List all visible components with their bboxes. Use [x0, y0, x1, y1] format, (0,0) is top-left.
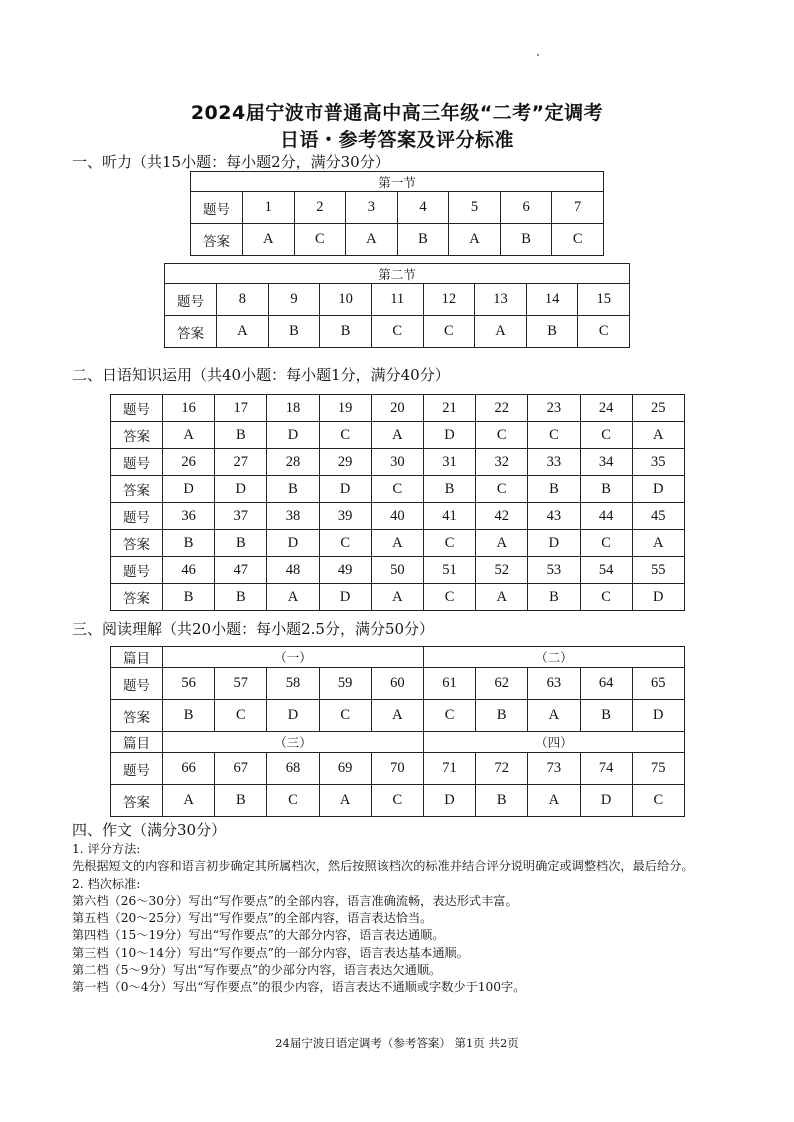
answer-cell: C: [267, 785, 319, 817]
answer-label: 答案: [191, 224, 243, 256]
answer-cell: B: [580, 476, 632, 503]
answer-cell: B: [528, 584, 580, 611]
passage-title: （一）: [163, 647, 424, 668]
question-number: 58: [267, 668, 319, 700]
answer-cell: C: [371, 476, 423, 503]
question-number: 42: [476, 503, 528, 530]
question-number: 34: [580, 449, 632, 476]
question-label: 题号: [111, 449, 163, 476]
question-number: 68: [267, 753, 319, 785]
answer-cell: B: [163, 584, 215, 611]
question-number: 33: [528, 449, 580, 476]
question-number: 49: [319, 557, 371, 584]
question-number: 16: [163, 395, 215, 422]
answer-label: 答案: [111, 422, 163, 449]
question-number: 5: [449, 192, 501, 224]
document-title: 2024届宁波市普通高中高三年级“二考”定调考: [190, 102, 604, 124]
question-number: 56: [163, 668, 215, 700]
question-number: 9: [268, 284, 320, 316]
question-number: 37: [215, 503, 267, 530]
grade-5: 第五档（20～25分）写出“写作要点”的全部内容，语言表达恰当。: [72, 911, 433, 926]
answer-cell: C: [552, 224, 604, 256]
answer-label: 答案: [111, 785, 163, 817]
question-row: [191, 192, 604, 224]
answer-cell: A: [319, 785, 371, 817]
passage-row: [111, 732, 685, 753]
question-number: 55: [632, 557, 684, 584]
question-label: 题号: [111, 668, 163, 700]
method-text: 先根据短文的内容和语言初步确定其所属档次，然后按照该档次的标准并结合评分说明确定或调整档次，最后给分。: [72, 859, 694, 874]
answer-cell: A: [632, 530, 684, 557]
question-row: [111, 395, 685, 422]
answer-label: 答案: [165, 316, 217, 348]
answer-cell: A: [528, 700, 580, 732]
answer-row: [111, 530, 685, 557]
answer-cell: C: [528, 422, 580, 449]
question-number: 7: [552, 192, 604, 224]
answer-cell: B: [500, 224, 552, 256]
answer-cell: B: [267, 476, 319, 503]
answer-row: [111, 422, 685, 449]
answer-cell: A: [475, 316, 527, 348]
question-number: 3: [346, 192, 398, 224]
answer-cell: C: [371, 316, 423, 348]
listening-part1-table: [190, 171, 604, 256]
question-number: 11: [371, 284, 423, 316]
question-number: 12: [423, 284, 475, 316]
question-number: 45: [632, 503, 684, 530]
passage-title: （三）: [163, 732, 424, 753]
question-number: 74: [580, 753, 632, 785]
grade-2: 第二档（5～9分）写出“写作要点”的少部分内容，语言表达欠通顺。: [72, 963, 442, 978]
question-number: 66: [163, 753, 215, 785]
question-number: 59: [319, 668, 371, 700]
question-number: 18: [267, 395, 319, 422]
answer-cell: D: [423, 785, 475, 817]
answer-cell: B: [215, 584, 267, 611]
answer-cell: C: [294, 224, 346, 256]
question-number: 8: [217, 284, 269, 316]
answer-cell: C: [476, 422, 528, 449]
answer-cell: C: [423, 530, 475, 557]
question-row: [111, 449, 685, 476]
scan-speck: [537, 54, 539, 56]
question-number: 62: [476, 668, 528, 700]
answer-cell: B: [423, 476, 475, 503]
question-row: [111, 557, 685, 584]
question-number: 24: [580, 395, 632, 422]
question-number: 50: [371, 557, 423, 584]
answer-cell: A: [476, 530, 528, 557]
knowledge-table: [110, 394, 685, 611]
grade-3: 第三档（10～14分）写出“写作要点”的一部分内容，语言表达基本通顺。: [72, 945, 469, 960]
reading-table: [110, 646, 685, 817]
answer-cell: A: [371, 422, 423, 449]
answer-cell: C: [423, 584, 475, 611]
answer-cell: C: [580, 422, 632, 449]
listening-part2-table: [164, 263, 630, 348]
question-number: 53: [528, 557, 580, 584]
question-number: 2: [294, 192, 346, 224]
question-number: 13: [475, 284, 527, 316]
question-number: 54: [580, 557, 632, 584]
answer-cell: C: [215, 700, 267, 732]
question-number: 48: [267, 557, 319, 584]
answer-cell: A: [163, 785, 215, 817]
answer-cell: D: [423, 422, 475, 449]
question-number: 17: [215, 395, 267, 422]
part-caption: 第二节: [165, 264, 630, 284]
answer-cell: A: [267, 584, 319, 611]
question-number: 26: [163, 449, 215, 476]
document-subtitle: 日语・参考答案及评分标准: [279, 129, 514, 151]
answer-cell: B: [320, 316, 372, 348]
answer-cell: C: [319, 700, 371, 732]
answer-cell: B: [526, 316, 578, 348]
answer-cell: B: [215, 530, 267, 557]
part-caption: 第一节: [191, 172, 604, 192]
question-number: 6: [500, 192, 552, 224]
answer-row: [191, 224, 604, 256]
answer-cell: C: [423, 316, 475, 348]
answer-cell: A: [476, 584, 528, 611]
answer-cell: A: [449, 224, 501, 256]
answer-cell: C: [371, 785, 423, 817]
question-number: 30: [371, 449, 423, 476]
passage-title: （四）: [423, 732, 684, 753]
answer-row: [111, 785, 685, 817]
question-number: 25: [632, 395, 684, 422]
essay-heading: 四、作文（满分30分）: [72, 821, 227, 839]
answer-cell: A: [371, 700, 423, 732]
question-number: 15: [578, 284, 630, 316]
answer-label: 答案: [111, 476, 163, 503]
answer-cell: B: [397, 224, 449, 256]
answer-cell: C: [580, 584, 632, 611]
answer-cell: B: [163, 530, 215, 557]
question-number: 38: [267, 503, 319, 530]
answer-cell: D: [319, 476, 371, 503]
answer-row: [111, 700, 685, 732]
grades-title: 2. 档次标准:: [72, 876, 141, 891]
answer-label: 答案: [111, 530, 163, 557]
answer-row: [111, 476, 685, 503]
question-number: 19: [319, 395, 371, 422]
question-number: 70: [371, 753, 423, 785]
question-number: 14: [526, 284, 578, 316]
question-number: 1: [243, 192, 295, 224]
grade-4: 第四档（15～19分）写出“写作要点”的大部分内容，语言表达通顺。: [72, 928, 445, 943]
question-number: 64: [580, 668, 632, 700]
answer-label: 答案: [111, 584, 163, 611]
question-number: 10: [320, 284, 372, 316]
answer-cell: D: [632, 584, 684, 611]
question-number: 71: [423, 753, 475, 785]
question-number: 21: [423, 395, 475, 422]
answer-cell: C: [319, 530, 371, 557]
question-number: 40: [371, 503, 423, 530]
question-number: 63: [528, 668, 580, 700]
question-label: 题号: [111, 503, 163, 530]
answer-cell: B: [215, 422, 267, 449]
caption-row: [165, 264, 630, 284]
answer-cell: A: [163, 422, 215, 449]
passage-title: （二）: [423, 647, 684, 668]
answer-cell: B: [215, 785, 267, 817]
passage-label: 篇目: [111, 647, 163, 668]
answer-row: [111, 584, 685, 611]
passage-label: 篇目: [111, 732, 163, 753]
question-number: 65: [632, 668, 684, 700]
question-number: 69: [319, 753, 371, 785]
passage-row: [111, 647, 685, 668]
question-number: 60: [371, 668, 423, 700]
answer-cell: A: [632, 422, 684, 449]
question-label: 题号: [191, 192, 243, 224]
listening-heading: 一、听力（共15小题：每小题2分，满分30分）: [72, 153, 390, 171]
question-number: 51: [423, 557, 475, 584]
answer-cell: D: [319, 584, 371, 611]
method-title: 1. 评分方法:: [72, 842, 141, 856]
question-number: 4: [397, 192, 449, 224]
question-number: 32: [476, 449, 528, 476]
question-row: [111, 503, 685, 530]
answer-cell: D: [632, 700, 684, 732]
question-label: 题号: [165, 284, 217, 316]
question-number: 29: [319, 449, 371, 476]
question-number: 44: [580, 503, 632, 530]
question-number: 39: [319, 503, 371, 530]
question-number: 47: [215, 557, 267, 584]
question-label: 题号: [111, 395, 163, 422]
question-number: 57: [215, 668, 267, 700]
question-row: [165, 284, 630, 316]
reading-heading: 三、阅读理解（共20小题：每小题2.5分，满分50分）: [72, 620, 435, 638]
answer-cell: A: [346, 224, 398, 256]
answer-cell: B: [476, 700, 528, 732]
question-number: 35: [632, 449, 684, 476]
question-label: 题号: [111, 557, 163, 584]
answer-label: 答案: [111, 700, 163, 732]
answer-cell: D: [215, 476, 267, 503]
answer-cell: D: [163, 476, 215, 503]
answer-cell: D: [267, 700, 319, 732]
question-number: 46: [163, 557, 215, 584]
question-number: 67: [215, 753, 267, 785]
question-number: 73: [528, 753, 580, 785]
answer-cell: D: [267, 530, 319, 557]
answer-cell: B: [528, 476, 580, 503]
answer-cell: C: [423, 700, 475, 732]
answer-cell: B: [580, 700, 632, 732]
question-number: 72: [476, 753, 528, 785]
answer-cell: C: [319, 422, 371, 449]
answer-cell: B: [268, 316, 320, 348]
answer-cell: C: [476, 476, 528, 503]
question-number: 52: [476, 557, 528, 584]
question-number: 20: [371, 395, 423, 422]
question-label: 题号: [111, 753, 163, 785]
essay-criteria: [72, 841, 732, 997]
question-number: 75: [632, 753, 684, 785]
question-row: [111, 668, 685, 700]
answer-cell: B: [163, 700, 215, 732]
answer-cell: C: [578, 316, 630, 348]
question-number: 23: [528, 395, 580, 422]
grade-1: 第一档（0～4分）写出“写作要点”的很少内容，语言表达不通顺或字数少于100字。: [72, 980, 526, 995]
answer-cell: C: [580, 530, 632, 557]
question-number: 22: [476, 395, 528, 422]
answer-row: [165, 316, 630, 348]
question-number: 28: [267, 449, 319, 476]
grade-6: 第六档（26～30分）写出“写作要点”的全部内容，语言准确流畅，表达形式丰富。: [72, 893, 518, 908]
answer-cell: C: [632, 785, 684, 817]
question-number: 41: [423, 503, 475, 530]
question-number: 43: [528, 503, 580, 530]
answer-cell: D: [267, 422, 319, 449]
knowledge-heading: 二、日语知识运用（共40小题：每小题1分，满分40分）: [72, 366, 450, 384]
answer-cell: A: [371, 530, 423, 557]
caption-row: [191, 172, 604, 192]
answer-cell: B: [476, 785, 528, 817]
question-number: 31: [423, 449, 475, 476]
question-row: [111, 753, 685, 785]
answer-cell: D: [632, 476, 684, 503]
answer-cell: A: [217, 316, 269, 348]
answer-cell: D: [528, 530, 580, 557]
answer-cell: A: [243, 224, 295, 256]
answer-cell: A: [528, 785, 580, 817]
page-footer: 24届宁波日语定调考（参考答案） 第1页 共2页: [275, 1036, 519, 1050]
answer-cell: A: [371, 584, 423, 611]
question-number: 27: [215, 449, 267, 476]
question-number: 36: [163, 503, 215, 530]
answer-cell: D: [580, 785, 632, 817]
question-number: 61: [423, 668, 475, 700]
